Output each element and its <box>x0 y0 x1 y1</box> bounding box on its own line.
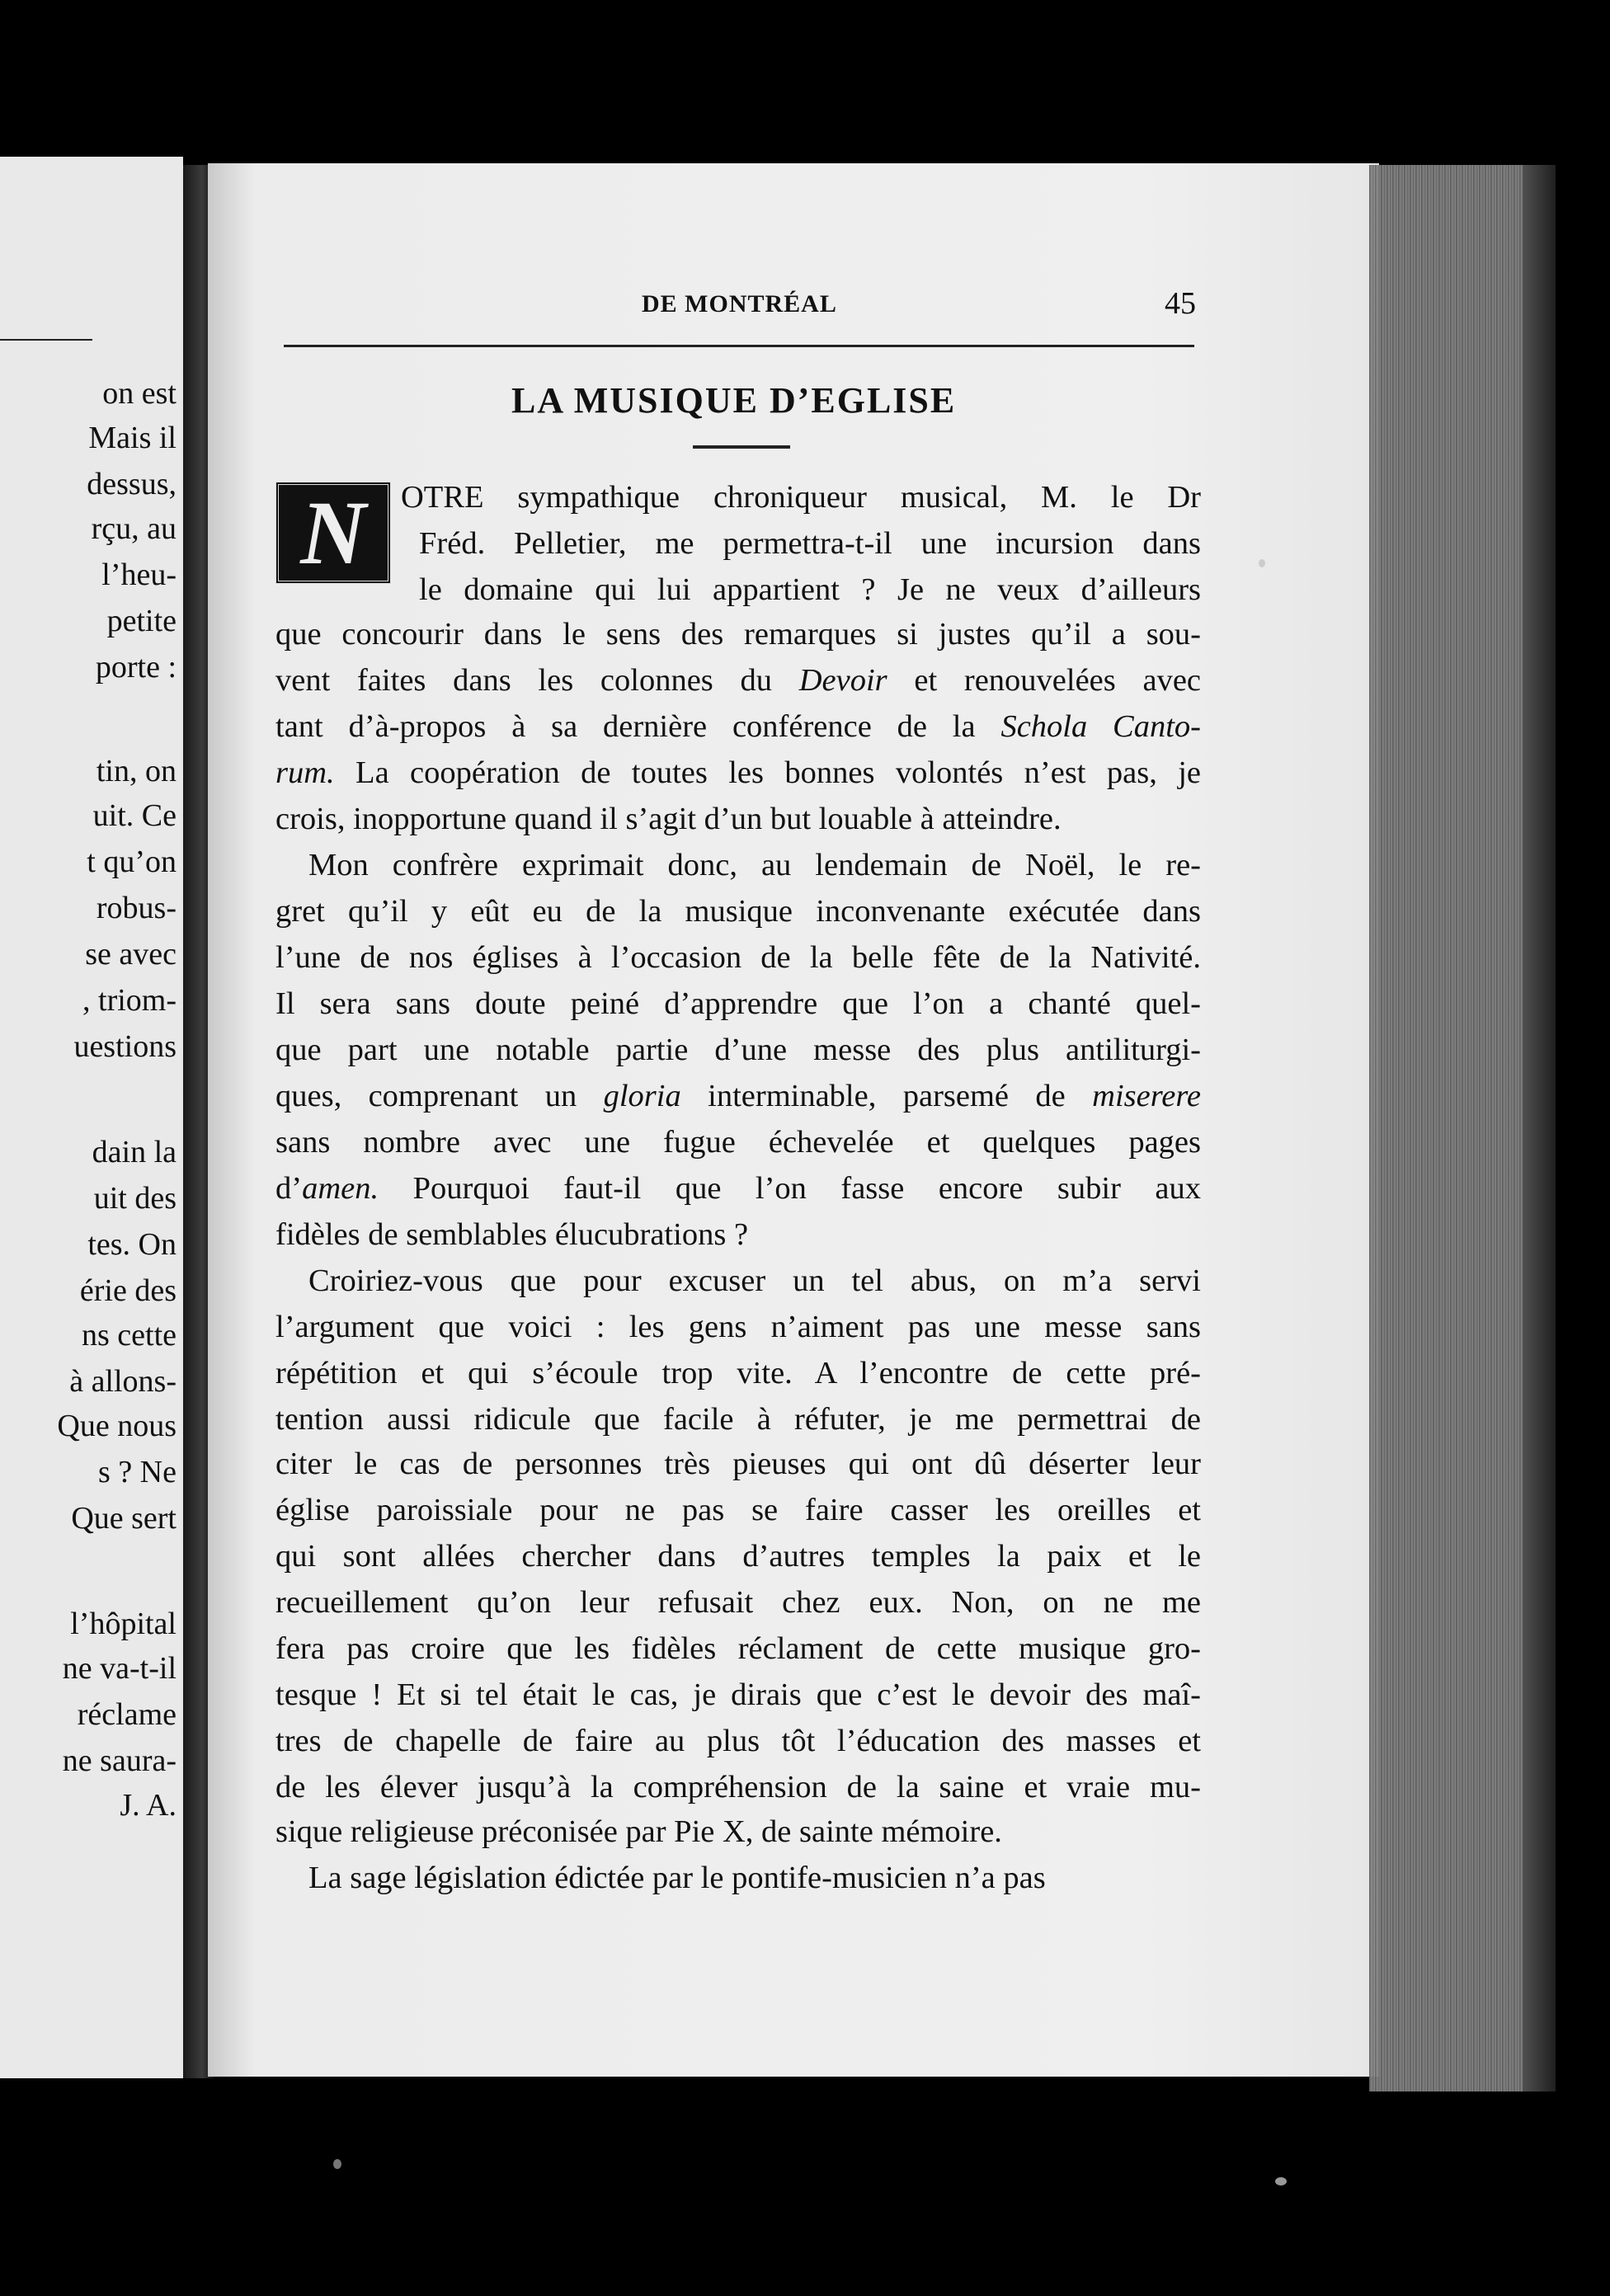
left-page-line: tin, on <box>96 754 177 788</box>
article-line: que part une notable partie d’une messe des plus antiliturgi- <box>275 1033 1201 1067</box>
left-page-line: à allons- <box>69 1364 177 1399</box>
article-line: l’argument que voici : les gens n’aiment pas une messe sans <box>275 1310 1201 1344</box>
article-line: OTRE sympathique chroniqueur musical, M. le Dr <box>401 480 1201 515</box>
article-line: qui sont allées chercher dans d’autres temples la paix et le <box>275 1539 1201 1574</box>
article-line: Mon confrère exprimait donc, au lendemain de Noël, le re- <box>308 848 1201 882</box>
dust-speck <box>1275 2177 1287 2185</box>
left-page-line: l’heu- <box>101 558 177 592</box>
left-page-line: Mais il <box>88 421 177 455</box>
title-rule <box>693 445 790 449</box>
left-page-line: uit des <box>93 1181 177 1216</box>
article-line: gret qu’il y eût eu de la musique inconvenante exécutée dans <box>275 894 1201 929</box>
article-line: de les élever jusqu’à la compréhension de la saine et vraie mu- <box>275 1770 1201 1804</box>
article-line: vent faites dans les colonnes du Devoir et renouvelées avec <box>275 663 1201 698</box>
article-line: sique religieuse préconisée par Pie X, de sainte mémoire. <box>275 1814 1002 1849</box>
running-head: DE MONTRÉAL <box>642 290 837 318</box>
left-page-line: ns cette <box>81 1318 177 1353</box>
article-line: sans nombre avec une fugue échevelée et quelques pages <box>275 1125 1201 1160</box>
left-page-line: t qu’on <box>87 845 177 879</box>
left-page-line: , triom- <box>82 983 177 1018</box>
article-line: tention aussi ridicule que facile à réfuter, je me permettrai de <box>275 1402 1201 1437</box>
left-page-line: s ? Ne <box>98 1455 177 1489</box>
article-line: fidèles de semblables élucubrations ? <box>275 1217 749 1252</box>
left-page-line: dain la <box>92 1135 177 1169</box>
left-page-line: réclame <box>77 1697 177 1732</box>
article-line: d’amen. Pourquoi faut-il que l’on fasse encore subir aux <box>275 1171 1201 1206</box>
left-page-line: l’hôpital <box>70 1607 177 1641</box>
article-line: tres de chapelle de faire au plus tôt l’éducation des masses et <box>275 1724 1201 1758</box>
left-page-line: robus- <box>96 891 177 925</box>
article-line: Croiriez-vous que pour excuser un tel abus, on m’a servi <box>308 1263 1201 1298</box>
left-page-line: tes. On <box>87 1227 177 1262</box>
left-page-line: se avec <box>85 937 177 972</box>
left-page-line: on est <box>102 376 177 411</box>
article-line: église paroissiale pour ne pas se faire casser les oreilles et <box>275 1493 1201 1527</box>
left-page-line: Que nous <box>57 1409 177 1443</box>
article-line: La sage législation édictée par le pontife-musicien n’a pas <box>308 1861 1046 1895</box>
left-page-rule <box>0 339 92 341</box>
article-line: fera pas croire que les fidèles réclament de cette musique gro- <box>275 1631 1201 1666</box>
dust-speck <box>1259 559 1265 567</box>
left-page-line: uit. Ce <box>92 798 177 833</box>
article-line: crois, inopportune quand il s’agit d’un but louable à atteindre. <box>275 802 1062 836</box>
left-page-line: J. A. <box>120 1788 177 1823</box>
left-page-line: petite <box>106 604 177 638</box>
article-title: LA MUSIQUE D’EGLISE <box>511 380 957 421</box>
article-line: recueillement qu’on leur refusait chez eux. Non, on ne me <box>275 1585 1201 1620</box>
left-page-line: uestions <box>73 1029 177 1064</box>
page-number: 45 <box>1165 286 1196 321</box>
article-line: Il sera sans doute peiné d’apprendre que l’on a chanté quel- <box>275 986 1201 1021</box>
left-page-line: Que sert <box>71 1501 177 1536</box>
article-line: le domaine qui lui appartient ? Je ne veux d’ailleurs <box>419 572 1201 607</box>
article-line: l’une de nos églises à l’occasion de la belle fête de la Nativité. <box>275 940 1201 975</box>
left-page-line: ne va-t-il <box>62 1651 177 1686</box>
drop-cap-initial: N <box>275 482 391 584</box>
article-line: ques, comprenant un gloria interminable, parsemé de miserere <box>275 1079 1201 1113</box>
article-line: répétition et qui s’écoule trop vite. A l’encontre de cette pré- <box>275 1356 1201 1390</box>
article-line: tant d’à-propos à sa dernière conférence de la Schola Canto- <box>275 709 1202 744</box>
left-page-line: ne saura- <box>62 1743 177 1778</box>
left-page-line: dessus, <box>87 467 177 501</box>
article-line: Fréd. Pelletier, me permettra-t-il une incursion dans <box>419 526 1201 561</box>
left-page-line: porte : <box>95 650 177 685</box>
page-edges <box>1369 165 1556 2091</box>
left-page-line: rçu, au <box>91 511 177 546</box>
header-rule <box>284 345 1194 347</box>
article-line: tesque ! Et si tel était le cas, je dirais que c’est le devoir des maî- <box>275 1677 1201 1712</box>
article-line: que concourir dans le sens des remarques si justes qu’il a sou- <box>275 617 1201 652</box>
dust-speck <box>333 2159 341 2169</box>
left-page <box>0 157 183 2078</box>
left-page-line: érie des <box>79 1273 177 1308</box>
article-line: citer le cas de personnes très pieuses qui ont dû déserter leur <box>275 1447 1201 1481</box>
article-line: rum. La coopération de toutes les bonnes volontés n’est pas, je <box>275 755 1201 790</box>
